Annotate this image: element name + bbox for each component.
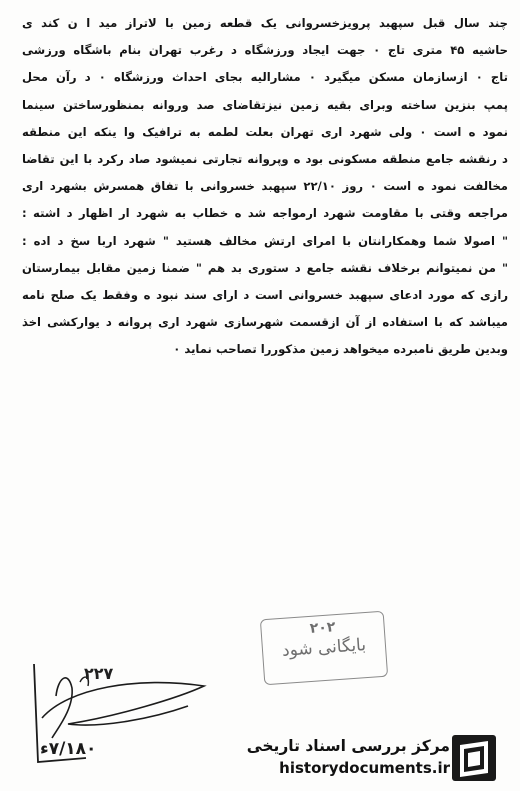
handwritten-reference: ۷/۱۸۰ء [40, 739, 97, 759]
document-line: مراجعه وقتی با مقاومت شهرد ارمواجه شد ه خطاب به شهرد ار اظهار د اشته : [22, 206, 508, 221]
archive-org-name: مرکز بررسی اسناد تاریخی [246, 737, 450, 755]
handwritten-number: ۲۲۷ [84, 664, 114, 683]
document-line: " اصولا شما وهمکارانتان با امرای ارتش مخالف هستید " شهرد اربا سخ د اده : [22, 233, 508, 248]
document-line: چند سال قبل سپهبد پرویزخسروانی یک قطعه زمین با لاتراز مید ا ن کند ی [22, 16, 508, 30]
archive-stamp [260, 611, 388, 685]
stamp-text: بایگانی شود [281, 635, 367, 661]
document-line: میباشد که با استفاده از آن ازقسمت شهرسازی شهرد اری پروانه د یوارکشی اخذ [22, 315, 508, 330]
document-line: رازی که مورد ادعای سپهبد خسروانی است د ارای سند نبود ه وفقط یک صلح نامه [22, 287, 508, 302]
document-line: د رنقشه جامع منطقه مسکونی بود ه وپروانه تجارتی نمیشود صاد رکرد با این تقاضا [22, 151, 508, 166]
document-line: وبدین طریق نامبرده میخواهد زمین مذکوررا تصاحب نماید ۰ [173, 342, 508, 357]
document-line: تاج ۰ ازسازمان مسکن میگیرد ۰ مشارالیه بجای احداث ورزشگاه ۰ د رآن محل [22, 70, 508, 85]
document-body [22, 10, 508, 363]
stamp-number: ۲۰۲ [309, 619, 336, 637]
archive-logo-icon [450, 733, 498, 783]
document-line: مخالفت نمود ه است ۰ روز ۲۲/۱۰ سپهبد خسروانی با تفاق همسرش بشهرد اری [22, 179, 508, 194]
document-line: نمود ه است ۰ ولی شهرد اری تهران بعلت لطمه به ترافیک وا ینکه این منطقه [22, 124, 508, 139]
archive-website-link[interactable]: historydocuments.ir [279, 759, 450, 777]
document-line: پمپ بنزین ساخته وبرای بقیه زمین نیزتقاضای صد وروانه بمنظورساختن سینما [22, 97, 508, 112]
document-line: حاشیه ۴۵ متری تاج ۰ جهت ایجاد ورزشگاه د رغرب تهران بنام باشگاه ورزشی [22, 43, 508, 58]
document-line: " من نمیتوانم برخلاف نقشه جامع د ستوری بد هم " ضمنا زمین مقابل بیمارستان [22, 260, 508, 275]
